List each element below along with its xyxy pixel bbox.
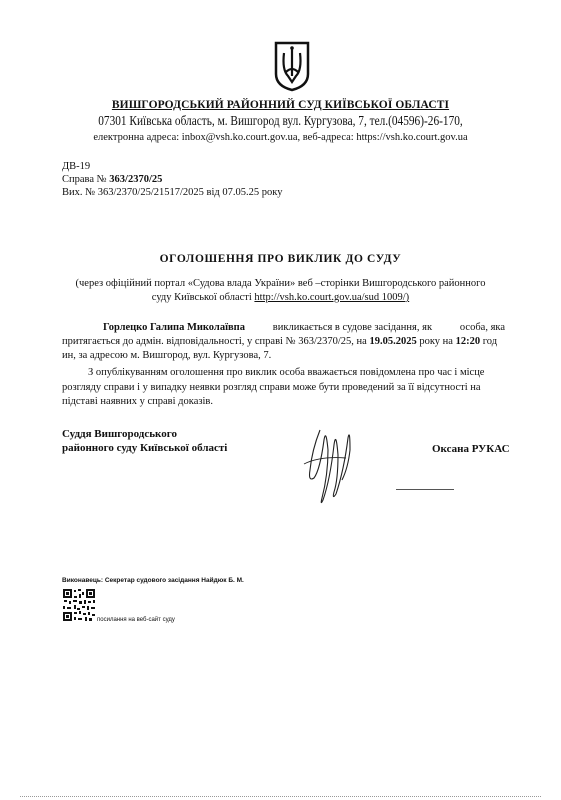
case-label: Справа №: [62, 174, 110, 185]
paragraph-1-line-2: [62, 335, 497, 349]
paragraph-2-line-1: З опублікуванням оголошення про виклик особа вважається повідомлена про час і місце: [88, 367, 485, 378]
scan-edge-divider: [20, 796, 541, 798]
signature-line: [396, 489, 454, 490]
court-address: 07301 Київська область, м. Вишгород вул. Кургузова, 7, тел.(04596)-26-170,: [98, 113, 463, 128]
paragraph-2-line-3: підставі наявних у справі доказів.: [62, 396, 214, 407]
court-contacts: електронна адреса: inbox@vsh.ko.court.gov.ua, веб-адреса: https://vsh.ko.court.gov.ua: [93, 132, 468, 143]
p1-text-d: року на: [416, 336, 456, 347]
court-website-link[interactable]: http://vsh.ko.court.gov.ua/sud 1009/): [254, 292, 410, 303]
case-number-line: [62, 173, 162, 186]
qr-caption: посилання на веб-сайт суду: [97, 617, 175, 623]
court-name: ВИШГОРОДСЬКИЙ РАЙОННИЙ СУД КИЇВСЬКОЇ ОБЛАСТІ: [111, 99, 450, 111]
notice-subtitle: (через офіційний портал «Судова влада України» веб –сторінки Вишгородського районного: [75, 278, 486, 289]
coat-of-arms-icon: [272, 40, 312, 92]
outgoing-number: Вих. № 363/2370/25/21517/2025 від 07.05.25 року: [62, 187, 283, 198]
subtitle-prefix: суду Київської області: [151, 292, 255, 303]
paragraph-2-line-2: розгляду справи і у випадку неявки розгляд справи може бути проведений за її відсутності на: [62, 382, 481, 393]
paragraph-1-line-3: ин, за адресою м. Вишгород, вул. Кургузова, 7.: [62, 350, 272, 361]
qr-code-icon[interactable]: [62, 588, 96, 622]
p1-text-e: год: [480, 336, 498, 347]
form-code: ДВ-19: [62, 161, 91, 172]
notice-title: ОГОЛОШЕННЯ ПРО ВИКЛИК ДО СУДУ: [159, 253, 402, 265]
notice-subtitle-2: [0, 292, 561, 303]
case-number: 363/2370/25: [109, 174, 163, 185]
p1-text-c: притягається до адмін. відповідальності, у справі № 363/2370/25, на: [62, 336, 370, 347]
hearing-time: 12:20: [455, 336, 481, 347]
judge-title-line-1: Суддя Вишгородського: [62, 428, 177, 440]
p1-text-a: викликається в судове засідання, як: [272, 322, 433, 333]
executor-note: Виконавець: Секретар судового засідання Найдюк Б. М.: [62, 577, 244, 584]
judge-title-line-2: районного суду Київської області: [62, 442, 228, 454]
person-name: Горлецко Галипа Миколаївпа: [103, 322, 245, 333]
judge-name: Оксана РУКАС: [432, 443, 510, 455]
paragraph-1-line-1: [103, 321, 505, 335]
handwritten-signature: [290, 420, 370, 510]
p1-text-b: особа, яка: [459, 322, 505, 333]
hearing-date: 19.05.2025: [369, 336, 417, 347]
